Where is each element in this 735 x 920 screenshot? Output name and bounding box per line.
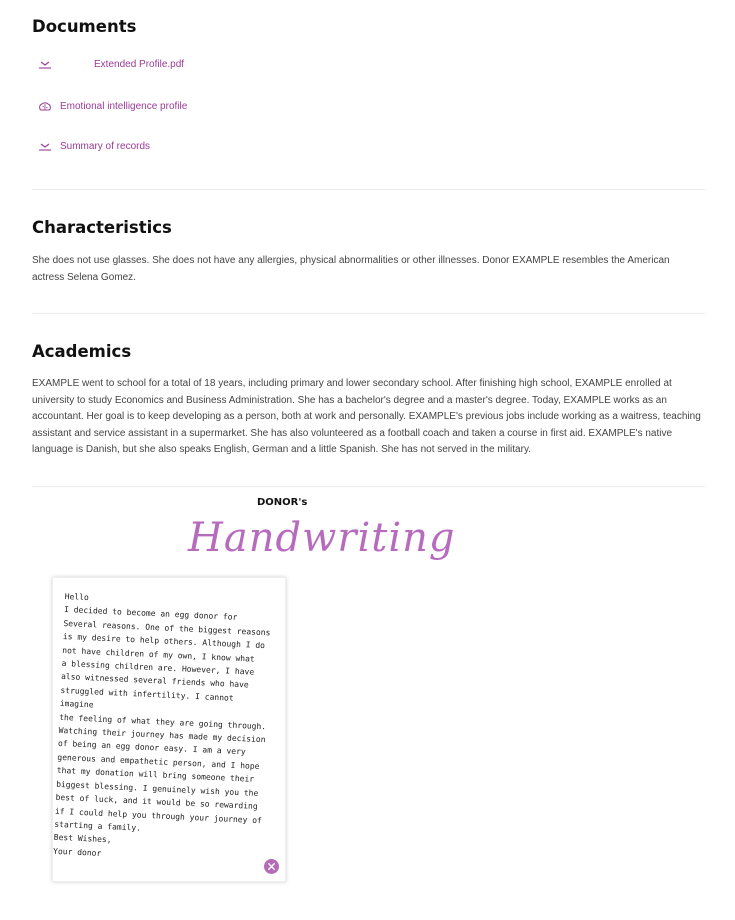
summary-of-records-link[interactable] (38, 141, 150, 152)
academics-text: EXAMPLE went to school for a total of 18 years, including primary and lower secondary school. After finishing high school, EXAMPLE enrolled at university to study Economics and Business Administration. She has a bachelor's degree and a master's degree. Today, EXAMPLE works as an accountant. Her goal is to keep developing as a person, both at work and personally. EXAMPLE's previous jobs include working as a waitress, teaching assistant and service assistant in a supermarket. She has also volunteered as a football coach and taken a course in first aid. EXAMPLE's native language is Danish, but she also speaks English, German and a little Spanish. She has not served in the military. (32, 378, 701, 455)
extended-profile-link[interactable] (38, 59, 184, 70)
download-icon (38, 60, 52, 70)
extended-profile-label: Extended Profile.pdf (94, 59, 185, 70)
handwritten-letter-text: Hello I decided to become an egg donor for Several reasons. One of the biggest reasons is my desire to help others. Although I do not have children of my own, I know what a blessing children are. However, I have also witnessed several friends who have struggled with infertility. I cannot imagine the feeling of what they are going through. Watching their journey has made my decision of being an egg donor easy. I am a very generous and empathetic person, and I hope that my donation will bring someone their biggest blessing. I genuinely wish you the best of luck, and it would be so rewarding if I could help you through your journey of starting a family. Best Wishes, Your donor (52, 591, 271, 858)
emotional-intelligence-link[interactable] (38, 101, 187, 112)
emotional-intelligence-label: Emotional intelligence profile (60, 101, 188, 112)
close-button[interactable] (264, 859, 279, 874)
academics-heading: Academics (32, 342, 132, 361)
handwriting-caption: DONOR's (257, 497, 308, 508)
divider (32, 486, 705, 487)
handwritten-letter-image[interactable] (52, 577, 286, 882)
documents-heading: Documents (32, 17, 137, 36)
divider (32, 189, 705, 190)
download-icon (38, 142, 52, 152)
divider (32, 313, 705, 314)
summary-of-records-label: Summary of records (60, 141, 151, 152)
characteristics-heading: Characteristics (32, 218, 172, 237)
close-icon (267, 862, 276, 871)
brain-icon (38, 102, 52, 112)
characteristics-text: She does not use glasses. She does not have any allergies, physical abnormalities or other illnesses. Donor EXAMPLE resembles the American actress Selena Gomez. (32, 255, 670, 283)
handwriting-title: Handwriting (188, 515, 456, 561)
